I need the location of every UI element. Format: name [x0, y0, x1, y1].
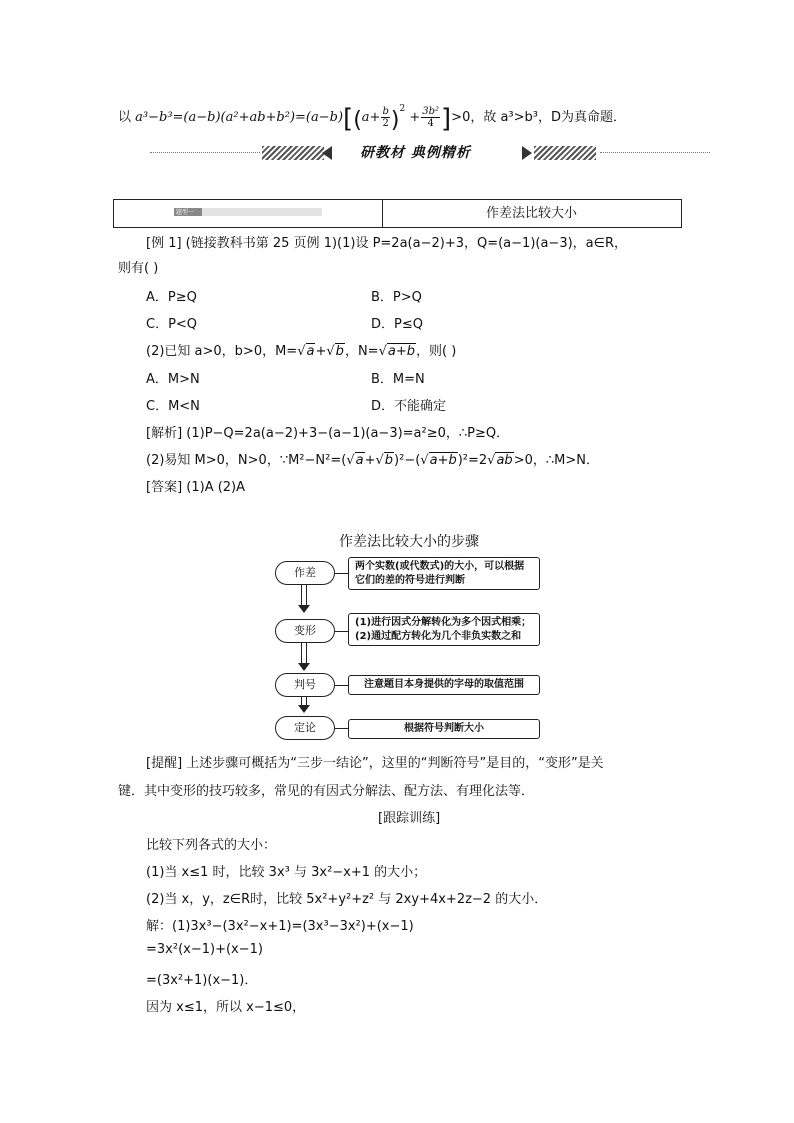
example-part2: (2)已知 a>0，b>0，M=√a+√b，N=√a+b，则( ) [146, 344, 457, 359]
intro-line: 以 a³−b³=(a−b)(a²+ab+b²)=(a−b)[(a+ $\frac{b}{2}$ )$^2$ + $\frac{\text{3b²}}{4}$ ]>0，故 a³>b³，D为真命题． [118, 104, 627, 134]
flow-step-2: 变形 [275, 619, 335, 643]
practice-title: [跟踪训练] [378, 811, 441, 826]
option-a1: A．P≥Q [146, 290, 197, 305]
option-c1: C．P<Q [146, 317, 198, 332]
intro-expr: a³−b³=(a−b)(a²+ab+b²)=(a−b) [135, 110, 344, 125]
section-banner [150, 142, 710, 164]
intro-prefix: 以 [118, 110, 132, 125]
analysis-line1: [解析] (1)P−Q=2a(a−2)+3−(a−1)(a−3)=a²≥0，∴P≥Q． [146, 426, 510, 441]
option-b1: B．P>Q [371, 290, 422, 305]
tip-line1: [提醒] 上述步骤可概括为“三步一结论”，这里的“判断符号”是目的，“变形”是关 [146, 756, 604, 771]
flow-desc-4: 根据符号判断大小 [348, 719, 540, 739]
fraction-b-over-2: $\frac{b}{2}$ [382, 106, 389, 129]
topic-header [113, 199, 682, 228]
intro-suffix: >0，故 a³>b³，D为真命题． [451, 110, 627, 125]
bracket-close: ] [441, 104, 452, 134]
intro-plus: + [409, 110, 421, 125]
flow-arrow-down-icon [301, 697, 307, 705]
topic-title: 作差法比较大小 [485, 206, 577, 221]
flow-arrow-down-icon [301, 585, 307, 605]
practice-intro: 比较下列各式的大小： [146, 838, 277, 853]
option-a2: A．M>N [146, 372, 200, 387]
banner-hatch-left [262, 146, 324, 160]
solution-line2: =3x²(x−1)+(x−1) [146, 942, 263, 957]
flow-arrow-down-icon [301, 643, 307, 663]
solution-line3: =(3x²+1)(x−1)． [146, 973, 258, 988]
topic-label-cell [114, 200, 383, 227]
example-line1: [例 1] (链接教科书第 25 页例 1)(1)设 P=2a(a−2)+3，Q=(a−1)(a−3)，a∈R， [146, 236, 627, 251]
option-d2: D．不能确定 [371, 399, 447, 414]
fraction-3b2-over-4: $\frac{\text{3b²}}{4}$ [422, 106, 440, 129]
bracket-a: a+ [361, 110, 381, 125]
banner-dots-right [600, 152, 710, 153]
solution-line4: 因为 x≤1，所以 x−1≤0， [146, 1000, 306, 1015]
square-exponent: 2 [399, 104, 406, 114]
solution-line1: 解：(1)3x³−(3x²−x+1)=(3x³−3x²)+(x−1) [146, 919, 414, 934]
flow-step-1: 作差 [275, 561, 335, 585]
flow-step-3: 判号 [275, 673, 335, 697]
topic-label: 题型一 [176, 209, 195, 216]
banner-hatch-right [534, 146, 596, 160]
option-b2: B．M=N [371, 372, 425, 387]
flow-desc-3: 注意题目本身提供的字母的取值范围 [348, 675, 540, 695]
answer-line: [答案] (1)A (2)A [146, 480, 246, 495]
flow-desc-1: 两个实数(或代数式)的大小，可以根据它们的差的符号进行判断 [348, 557, 540, 590]
banner-dots-left [150, 152, 260, 153]
analysis-line2: (2)易知 M>0，N>0，∵M²−N²=(√a+√b)²−(√a+b)²=2√ab>0，∴M>N． [146, 453, 599, 468]
flow-step-4: 定论 [275, 716, 335, 740]
flow-title: 作差法比较大小的步骤 [339, 534, 479, 550]
tip-line2: 键．其中变形的技巧较多，常见的有因式分解法、配方法、有理化法等． [118, 784, 535, 799]
flow-desc-2: (1)进行因式分解转化为多个因式相乘；(2)通过配方转化为几个非负实数之和 [348, 613, 540, 646]
option-d1: D．P≤Q [371, 317, 423, 332]
practice-q2: (2)当 x，y，z∈R时，比较 5x²+y²+z² 与 2xy+4x+2z−2 的大小． [146, 892, 548, 907]
option-c2: C．M<N [146, 399, 200, 414]
bracket-open: [ [343, 104, 354, 134]
banner-arrow-left-icon [322, 146, 332, 160]
example-line2: 则有( ) [118, 261, 159, 276]
banner-arrow-right-icon [522, 146, 532, 160]
banner-title: 研教材 典例精析 [360, 145, 471, 161]
practice-q1: (1)当 x≤1 时，比较 3x³ 与 3x²−x+1 的大小； [146, 865, 427, 880]
